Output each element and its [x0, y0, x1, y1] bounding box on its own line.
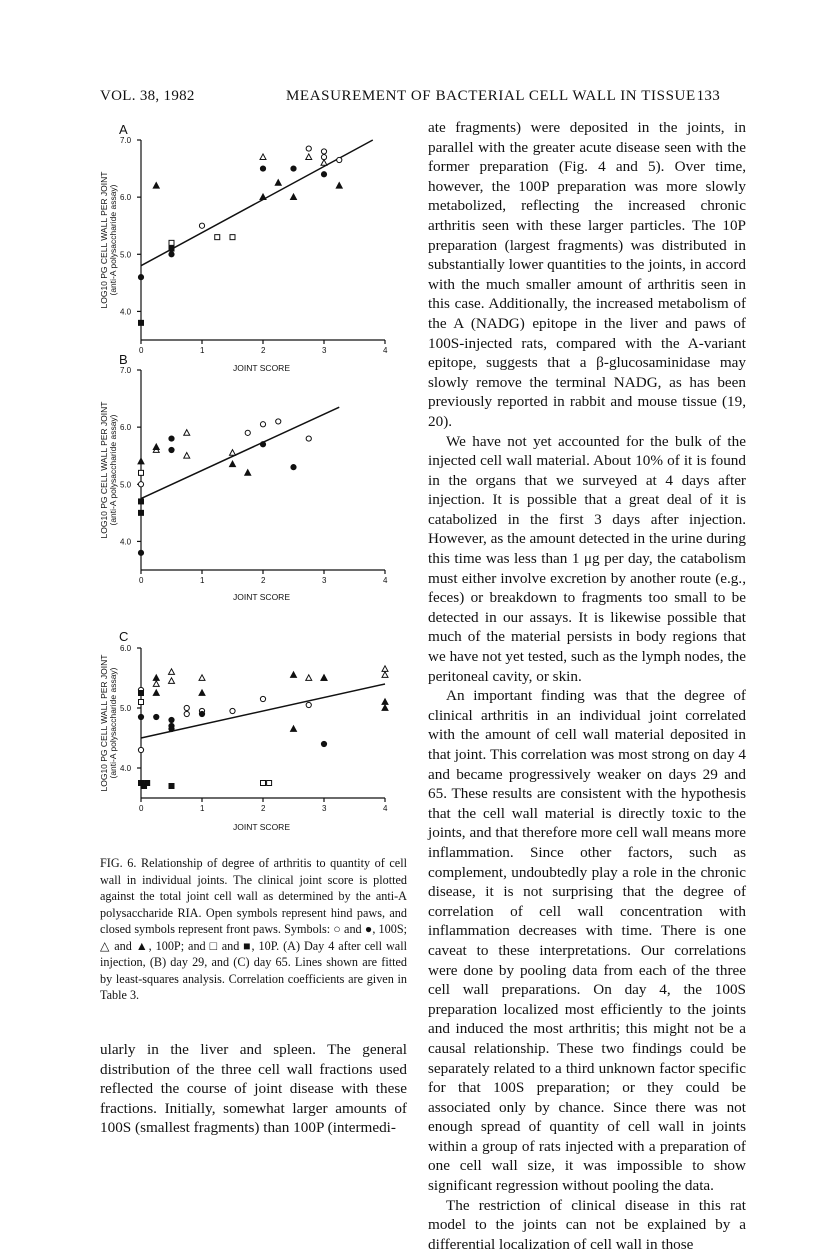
data-point-filled-triangle — [291, 726, 297, 732]
data-point-filled-triangle — [153, 444, 159, 450]
data-point-filled-square — [139, 510, 144, 515]
data-point-filled-circle — [169, 726, 174, 731]
data-point-open-triangle — [153, 681, 159, 687]
right-column — [428, 118, 746, 1254]
x-tick-label: 2 — [261, 576, 266, 585]
x-tick-label: 3 — [322, 804, 327, 813]
y-axis-label: LOG10 PG CELL WALL PER JOINT — [99, 654, 109, 792]
running-title: MEASUREMENT OF BACTERIAL CELL WALL IN TISSUE — [286, 88, 696, 104]
data-point-open-triangle — [321, 160, 327, 166]
y-tick-label: 6.0 — [120, 193, 132, 203]
data-point-open-circle — [138, 482, 143, 487]
y-tick-label: 6.0 — [120, 644, 132, 653]
data-point-filled-circle — [154, 714, 159, 719]
data-point-open-circle — [260, 422, 265, 427]
y-tick-label: 4.0 — [120, 537, 132, 547]
data-point-filled-triangle — [336, 183, 342, 189]
data-point-filled-square — [145, 781, 150, 786]
data-point-open-triangle — [306, 675, 312, 681]
data-point-filled-triangle — [382, 699, 388, 705]
data-point-filled-circle — [260, 442, 265, 447]
figure-6-plots — [96, 118, 406, 838]
y-axis-sublabel: (anti-A polysaccharide assay) — [108, 184, 118, 296]
data-point-filled-triangle — [153, 690, 159, 696]
paragraph: The restriction of clinical disease in this rat model to the joints can not be explained by a differential localization of cell wall in those — [428, 1196, 746, 1253]
x-tick-label: 4 — [383, 576, 388, 585]
data-point-open-square — [139, 700, 144, 705]
x-tick-label: 3 — [322, 346, 327, 355]
y-tick-label: 5.0 — [120, 250, 132, 260]
y-tick-label: 4.0 — [120, 307, 132, 317]
data-point-open-triangle — [230, 450, 236, 456]
x-tick-label: 0 — [139, 576, 144, 585]
paragraph: We have not yet accounted for the bulk of the injected cell wall material. About 10% of it is found in the organs that we surveyed at 4 days after injection. It is possible that a great deal of it is catabolized in the first 3 days after injection. However, as the amount detected in the urine during this time was less than 1 μg per day, the catabolism must either involve excretion by another route (e.g., feces) or breakdown to fragments too small to be detected in our assays. It is likewise possible that much of the material persists in body regions that we have not yet tested, such as the lymph nodes, the peritoneal cavity, or skin. — [428, 432, 746, 685]
data-point-open-triangle — [184, 430, 190, 436]
y-axis-label: LOG10 PG CELL WALL PER JOINT — [99, 171, 109, 309]
running-header — [100, 88, 720, 108]
data-point-open-circle — [306, 702, 311, 707]
panel-label: B — [119, 352, 128, 367]
y-tick-label: 6.0 — [120, 423, 132, 433]
page-number: 133 — [696, 88, 720, 104]
data-point-open-circle — [184, 711, 189, 716]
x-tick-label: 0 — [139, 346, 144, 355]
data-point-open-circle — [138, 747, 143, 752]
data-point-open-circle — [337, 157, 342, 162]
y-tick-label: 7.0 — [120, 136, 132, 145]
y-axis-sublabel: (anti-A polysaccharide assay) — [108, 667, 118, 779]
data-point-open-triangle — [382, 666, 388, 672]
data-point-filled-square — [139, 691, 144, 696]
data-point-filled-triangle — [382, 705, 388, 711]
figure-6 — [96, 118, 406, 838]
data-point-filled-circle — [291, 465, 296, 470]
data-point-open-circle — [184, 705, 189, 710]
y-tick-label: 5.0 — [120, 480, 132, 490]
data-point-open-triangle — [306, 154, 312, 160]
data-point-filled-triangle — [291, 194, 297, 200]
paragraph: ate fragments) were deposited in the joints, in parallel with the greater acute disease seen with the former preparation (Fig. 4 and 5). Over time, however, the 100P preparation was more slowly metabolized, reflecting the increased chronic arthritis seen with these larger particles. The 10P preparation (largest fragments) was distributed in substantially lower quantities to the joints, in accord with the much smaller amount of arthritis seen in this case. Additionally, the increased metabolism of the A (NADG) epitope in the liver and paws of 100S-injected rats, compared with the A-variant epitope, suggests that a β-glucosaminidase may slowly remove the terminal NADG, as has been previously reported in rabbit and mouse tissue (19, 20). — [428, 119, 746, 430]
data-point-open-triangle — [199, 675, 205, 681]
data-point-filled-triangle — [138, 458, 144, 464]
data-point-open-square — [215, 235, 220, 240]
x-tick-label: 2 — [261, 346, 266, 355]
x-tick-label: 0 — [139, 804, 144, 813]
data-point-filled-circle — [138, 275, 143, 280]
data-point-filled-square — [169, 246, 174, 251]
x-tick-label: 1 — [200, 346, 205, 355]
data-point-open-circle — [306, 436, 311, 441]
y-tick-label: 7.0 — [120, 366, 132, 375]
data-point-open-circle — [306, 146, 311, 151]
data-point-filled-triangle — [199, 690, 205, 696]
panel-label: A — [119, 122, 128, 137]
data-point-filled-square — [139, 499, 144, 504]
regression-line — [141, 684, 385, 738]
paragraph: An important finding was that the degree of clinical arthritis in an individual joint correlated with the amount of cell wall material deposited in that joint. This correlation was most strong on day 4 and became progressively weaker on days 29 and 65. These results are consistent with the hypothesis that the cell wall material is directly toxic to the joints, and that therefore more cell wall means more inflammation. Since other factors, such as complement, undoubtedly play a role in the chronic disease, it is not surprising that the degree of correlation of cell wall concentration with inflammation decreases with time. There is one caveat to these interpretations. Our correlations were done by pooling data from each of the three cell wall preparations. On day 4, the 100S preparation localized most efficiently to the joints and induced the most arthritis; this might not be a causal relationship. These two findings could be separately related to a third unknown factor specific for that 100S preparation; or they could be associated only by chance. Since there was not enough spread of quantity of cell wall in joints within a group of rats injected with a preparation of one cell wall size, it was impossible to show significant regression without pooling the data. — [428, 687, 746, 1195]
data-point-open-circle — [276, 419, 281, 424]
data-point-open-triangle — [382, 672, 388, 678]
data-point-open-circle — [321, 149, 326, 154]
data-point-open-square — [230, 235, 235, 240]
data-point-filled-triangle — [153, 675, 159, 681]
data-point-filled-circle — [260, 166, 265, 171]
y-tick-label: 5.0 — [120, 704, 132, 713]
panel-label: C — [119, 629, 129, 644]
x-tick-label: 4 — [383, 346, 388, 355]
data-point-filled-circle — [169, 447, 174, 452]
figure-caption: FIG. 6. Relationship of degree of arthritis to quantity of cell wall in individual joints. The clinical joint score is plotted against the total joint cell wall as determined by the anti-A polysaccharide RIA. Open symbols represent hind paws, and closed symbols represent front paws. Symbols: ○ and ●, 100S; △ and ▲, 100P; and □ and ■, 10P. (A) Day 4 after cell wall injection, (B) day 29, and (C) day 65. Lines shown are fitted by least-squares analysis. Correlation coefficients are given in Table 3. — [100, 856, 407, 1002]
data-point-filled-circle — [169, 717, 174, 722]
data-point-filled-circle — [169, 252, 174, 257]
data-point-filled-circle — [199, 711, 204, 716]
data-point-filled-triangle — [230, 461, 236, 467]
y-axis-label: LOG10 PG CELL WALL PER JOINT — [99, 401, 109, 539]
data-point-filled-circle — [138, 550, 143, 555]
data-point-filled-triangle — [291, 672, 297, 678]
data-point-filled-triangle — [153, 183, 159, 189]
data-point-open-circle — [199, 223, 204, 228]
data-point-filled-circle — [169, 436, 174, 441]
y-tick-label: 4.0 — [120, 764, 132, 773]
data-point-filled-triangle — [245, 470, 251, 476]
x-axis-label: JOINT SCORE — [233, 592, 290, 602]
data-point-filled-triangle — [321, 675, 327, 681]
x-tick-label: 3 — [322, 576, 327, 585]
data-point-open-square — [169, 240, 174, 245]
data-point-filled-triangle — [260, 194, 266, 200]
data-point-open-circle — [260, 696, 265, 701]
data-point-open-triangle — [260, 154, 266, 160]
data-point-open-circle — [230, 708, 235, 713]
x-tick-label: 1 — [200, 804, 205, 813]
x-tick-label: 1 — [200, 576, 205, 585]
volume-label: VOL. 38, 1982 — [100, 88, 195, 104]
data-point-filled-circle — [138, 714, 143, 719]
data-point-open-triangle — [169, 669, 175, 675]
data-point-filled-square — [139, 320, 144, 325]
data-point-filled-square — [169, 784, 174, 789]
x-axis-label: JOINT SCORE — [233, 822, 290, 832]
data-point-open-square — [261, 781, 266, 786]
data-point-open-triangle — [184, 453, 190, 459]
data-point-filled-circle — [291, 166, 296, 171]
data-point-open-square — [267, 781, 272, 786]
left-column-text: ularly in the liver and spleen. The general distribution of the three cell wall fractions used reflected the course of joint disease with these fractions. Initially, somewhat larger amounts of 100S (smallest fragments) than 100P (intermedi- — [100, 1041, 407, 1137]
y-axis-sublabel: (anti-A polysaccharide assay) — [108, 414, 118, 526]
x-tick-label: 4 — [383, 804, 388, 813]
x-axis-label: JOINT SCORE — [233, 363, 290, 373]
data-point-open-triangle — [169, 678, 175, 684]
x-tick-label: 2 — [261, 804, 266, 813]
data-point-open-square — [139, 470, 144, 475]
data-point-filled-triangle — [275, 180, 281, 186]
data-point-filled-circle — [321, 172, 326, 177]
data-point-filled-circle — [321, 741, 326, 746]
data-point-open-circle — [245, 430, 250, 435]
